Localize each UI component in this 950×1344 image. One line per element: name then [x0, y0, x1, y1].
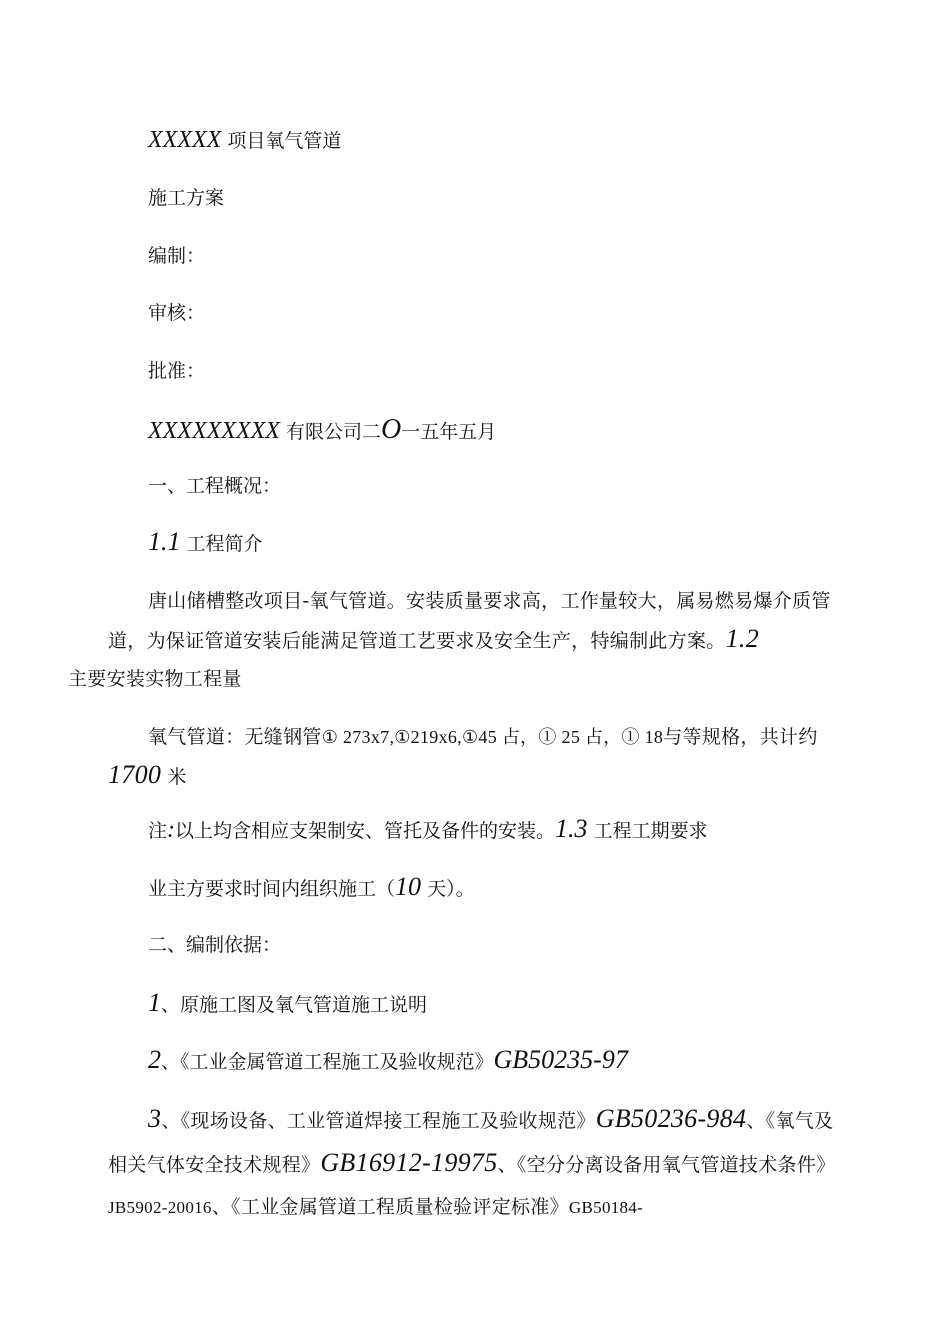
pipe-text: 氧气管道：无缝钢管: [148, 726, 322, 748]
section2-heading: 二、编制依据：: [148, 934, 282, 956]
basis-item-3-number: 3: [148, 1104, 162, 1133]
pipe-specs: ① 273x7,①219x6,①45 占，① 25 占，① 18: [321, 727, 664, 747]
title-prefix: XXXXX: [148, 127, 222, 153]
basis-item-1: [148, 988, 428, 1017]
review-label: 审核：: [148, 302, 206, 324]
basis-item-2-text: 、《工业金属管道工程施工及验收规范》: [161, 1051, 494, 1073]
schedule-post: 天）。: [427, 878, 475, 900]
company-suffix: 有限公司二: [286, 421, 382, 443]
schedule-pre: 业主方要求时间内组织施工（: [148, 878, 396, 900]
pipe-length: 1700: [108, 760, 162, 789]
cover-title: [148, 128, 341, 153]
pipe-unit: 米: [167, 766, 187, 788]
section-1-2-number: 1.2: [725, 624, 760, 653]
intro-paragraph: [68, 582, 838, 698]
note-colon: :: [167, 817, 176, 843]
company-prefix: XXXXXXXXX: [148, 418, 280, 444]
company-year-o: O: [381, 414, 402, 445]
basis-item-3-code-a: GB50236-984: [595, 1104, 747, 1133]
note-line: [148, 814, 708, 843]
intro-text: 唐山储槽整改项目-氧气管道。安装质量要求高，工作量较大，属易燃易爆介质管道，为保证管道安装后能满足管道工艺要求及安全生产，特编制此方案。: [108, 590, 831, 652]
pipe-paragraph: [108, 718, 838, 796]
section-1-3-number: 1.3: [555, 814, 588, 843]
basis-item-2: [148, 1045, 628, 1074]
pipe-text-2: 与等规格，共计约: [663, 726, 818, 748]
basis-item-3-text-d: 、《工业金属管道工程质量检验评定标准》: [211, 1196, 569, 1218]
note-label: 注: [148, 820, 168, 842]
section-1-1-heading: [148, 527, 263, 556]
company-date-line: [148, 414, 497, 445]
basis-item-3-code-d: GB50184-: [568, 1198, 644, 1217]
section-1-2-title: 主要安装实物工程量: [68, 668, 242, 690]
section-1-1-title: 工程简介: [186, 533, 263, 555]
company-date: 一五年五月: [401, 421, 497, 443]
note-text: 以上均含相应支架制安、管托及备件的安装。: [175, 820, 556, 842]
title-suffix: 项目氧气管道: [227, 130, 342, 152]
schedule-line: [148, 872, 475, 901]
basis-item-3-code-b: GB16912-19975: [320, 1148, 498, 1177]
basis-item-3-text-b: 、《氧气及相关气体安全技术规程》: [108, 1110, 834, 1176]
schedule-days: 10: [395, 872, 422, 901]
cover-subtitle: 施工方案: [148, 187, 225, 209]
basis-item-3-code-c: JB5902-20016: [108, 1198, 212, 1217]
section1-heading: 一、工程概况：: [148, 475, 282, 497]
basis-item-2-number: 2: [148, 1045, 161, 1074]
compile-label: 编制：: [148, 245, 206, 267]
basis-item-3-text-c: 、《空分分离设备用氧气管道技术条件》: [497, 1154, 836, 1176]
section-1-3-title: 工程工期要求: [593, 820, 708, 842]
basis-item-3-text-a: 、《现场设备、工业管道焊接工程施工及验收规范》: [161, 1110, 596, 1132]
basis-item-1-text: 、原施工图及氧气管道施工说明: [161, 994, 428, 1016]
approve-label: 批准：: [148, 360, 206, 382]
basis-item-2-code: GB50235-97: [493, 1045, 628, 1074]
basis-item-3: [108, 1098, 843, 1229]
basis-item-1-number: 1: [148, 988, 161, 1017]
section-1-1-number: 1.1: [148, 527, 181, 556]
